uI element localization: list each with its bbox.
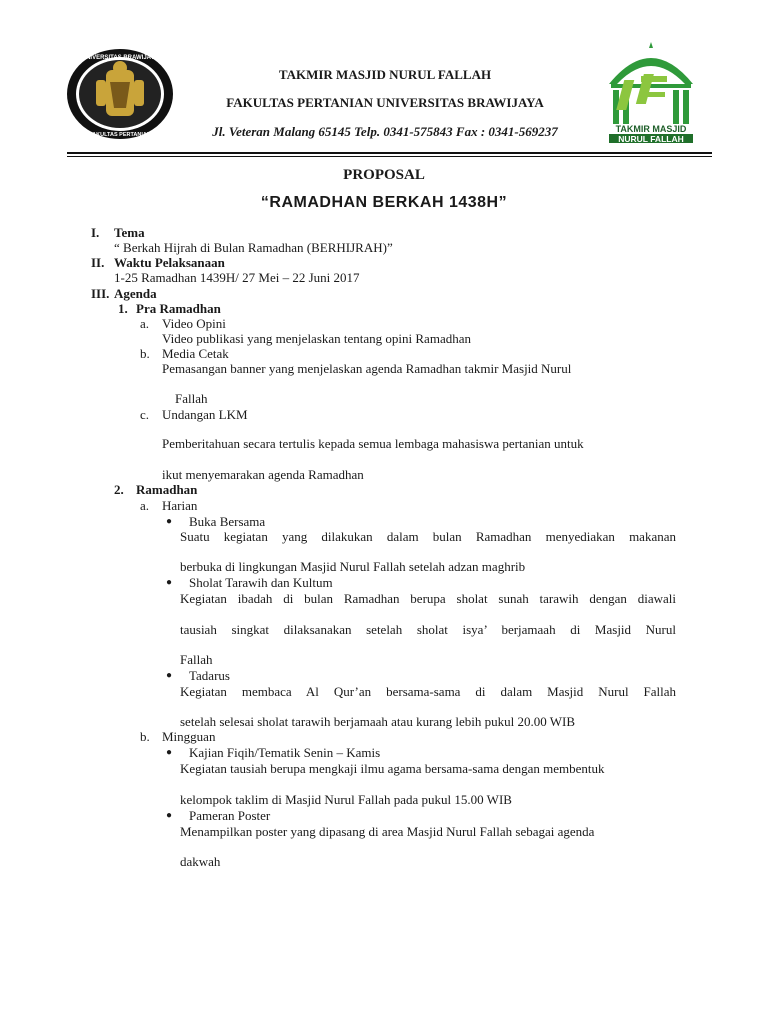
bullet-icon: ● bbox=[166, 516, 173, 527]
agenda-1-number: 1. bbox=[118, 301, 128, 316]
section-1-text: “ Berkah Hijrah di Bulan Ramadhan (BERHIJRAH)” bbox=[114, 240, 393, 255]
section-2-heading: Waktu Pelaksanaan bbox=[114, 255, 225, 270]
logo-right-text-2: NURUL FALLAH bbox=[618, 134, 684, 144]
section-1-number: I. bbox=[91, 225, 100, 240]
pra-c-desc-2: ikut menyemarakan agenda Ramadhan bbox=[162, 467, 364, 482]
pra-a-marker: a. bbox=[140, 316, 150, 331]
harian-item-1-title: Buka Bersama bbox=[189, 514, 266, 529]
pra-b-desc-2: Fallah bbox=[175, 391, 208, 406]
harian-item-2-title: Sholat Tarawih dan Kultum bbox=[189, 575, 333, 590]
logo-right-text-1: TAKMIR MASJID bbox=[615, 124, 687, 134]
mingguan-item-2-line-2: dakwah bbox=[180, 854, 221, 869]
pra-b-title: Media Cetak bbox=[162, 346, 229, 361]
mingguan-item-2-title: Pameran Poster bbox=[189, 808, 271, 823]
harian-item-2-line-3: Fallah bbox=[180, 652, 213, 667]
harian-item-3-line-2: setelah selesai sholat tarawih berjamaah atau kurang lebih pukul 20.00 WIB bbox=[180, 714, 576, 729]
harian-item-1-line-2: berbuka di lingkungan Masjid Nurul Fallah setelah adzan maghrib bbox=[180, 559, 526, 574]
pra-a-title: Video Opini bbox=[162, 316, 226, 331]
pra-b-desc-1: Pemasangan banner yang menjelaskan agenda Ramadhan takmir Masjid Nurul bbox=[162, 361, 572, 376]
section-3-heading: Agenda bbox=[114, 286, 157, 301]
agenda-2-title: Ramadhan bbox=[136, 482, 198, 497]
mingguan-item-1-line-2: kelompok taklim di Masjid Nurul Fallah pada pukul 15.00 WIB bbox=[180, 792, 512, 807]
harian-item-3-title: Tadarus bbox=[189, 668, 230, 683]
pra-b-marker: b. bbox=[140, 346, 150, 361]
harian-item-2-line-1: Kegiatan ibadah di bulan Ramadhan berupa sholat sunah tarawih dengan diawali bbox=[180, 591, 676, 606]
faculty-name: FAKULTAS PERTANIAN UNIVERSITAS BRAWIJAYA bbox=[226, 95, 544, 110]
pra-a-desc: Video publikasi yang menjelaskan tentang opini Ramadhan bbox=[162, 331, 471, 346]
harian-item-1-line-1: Suatu kegiatan yang dilakukan dalam bulan Ramadhan menyediakan makanan bbox=[180, 529, 676, 544]
mosque-logo bbox=[601, 40, 701, 144]
bullet-icon: ● bbox=[166, 810, 173, 821]
mingguan-title: Mingguan bbox=[162, 729, 216, 744]
seal-top-text: UNIVERSITAS BRAWIJAYA bbox=[81, 55, 159, 61]
harian-item-2-line-2: tausiah singkat dilaksanakan setelah sholat isya’ berjamaah di Masjid Nurul bbox=[180, 622, 676, 637]
harian-marker: a. bbox=[140, 498, 150, 513]
section-2-text: 1-25 Ramadhan 1439H/ 27 Mei – 22 Juni 2017 bbox=[114, 270, 360, 285]
bullet-icon: ● bbox=[166, 747, 173, 758]
mingguan-item-1-title: Kajian Fiqih/Tematik Senin – Kamis bbox=[189, 745, 381, 760]
bullet-icon: ● bbox=[166, 670, 173, 681]
mingguan-marker: b. bbox=[140, 729, 150, 744]
mingguan-item-2-line-1: Menampilkan poster yang dipasang di area Masjid Nurul Fallah sebagai agenda bbox=[180, 824, 595, 839]
section-1-heading: Tema bbox=[114, 225, 145, 240]
pra-c-desc-1: Pemberitahuan secara tertulis kepada semua lembaga mahasiswa pertanian untuk bbox=[162, 436, 584, 451]
agenda-1-title: Pra Ramadhan bbox=[136, 301, 221, 316]
university-seal-logo bbox=[66, 48, 174, 140]
agenda-2-number: 2. bbox=[114, 482, 124, 497]
pra-c-marker: c. bbox=[140, 407, 150, 422]
pra-c-title: Undangan LKM bbox=[162, 407, 248, 422]
bullet-icon: ● bbox=[166, 577, 173, 588]
address-line: Jl. Veteran Malang 65145 Telp. 0341-575843 Fax : 0341-569237 bbox=[212, 124, 558, 139]
letterhead-rule-thick bbox=[67, 152, 712, 154]
harian-title: Harian bbox=[162, 498, 198, 513]
mingguan-item-1-line-1: Kegiatan tausiah berupa mengkaji ilmu agama bersama-sama dengan membentuk bbox=[180, 761, 605, 776]
harian-item-3-line-1: Kegiatan membaca Al Qur’an bersama-sama di dalam Masjid Nurul Fallah bbox=[180, 684, 676, 699]
org-name: TAKMIR MASJID NURUL FALLAH bbox=[278, 67, 492, 82]
section-2-number: II. bbox=[91, 255, 105, 270]
letterhead-rule-thin bbox=[67, 156, 712, 157]
seal-bottom-text: FAKULTAS PERTANIAN bbox=[89, 132, 151, 138]
document-label: PROPOSAL bbox=[343, 167, 425, 183]
section-3-number: III. bbox=[91, 286, 110, 301]
document-title: “RAMADHAN BERKAH 1438H” bbox=[260, 194, 508, 211]
